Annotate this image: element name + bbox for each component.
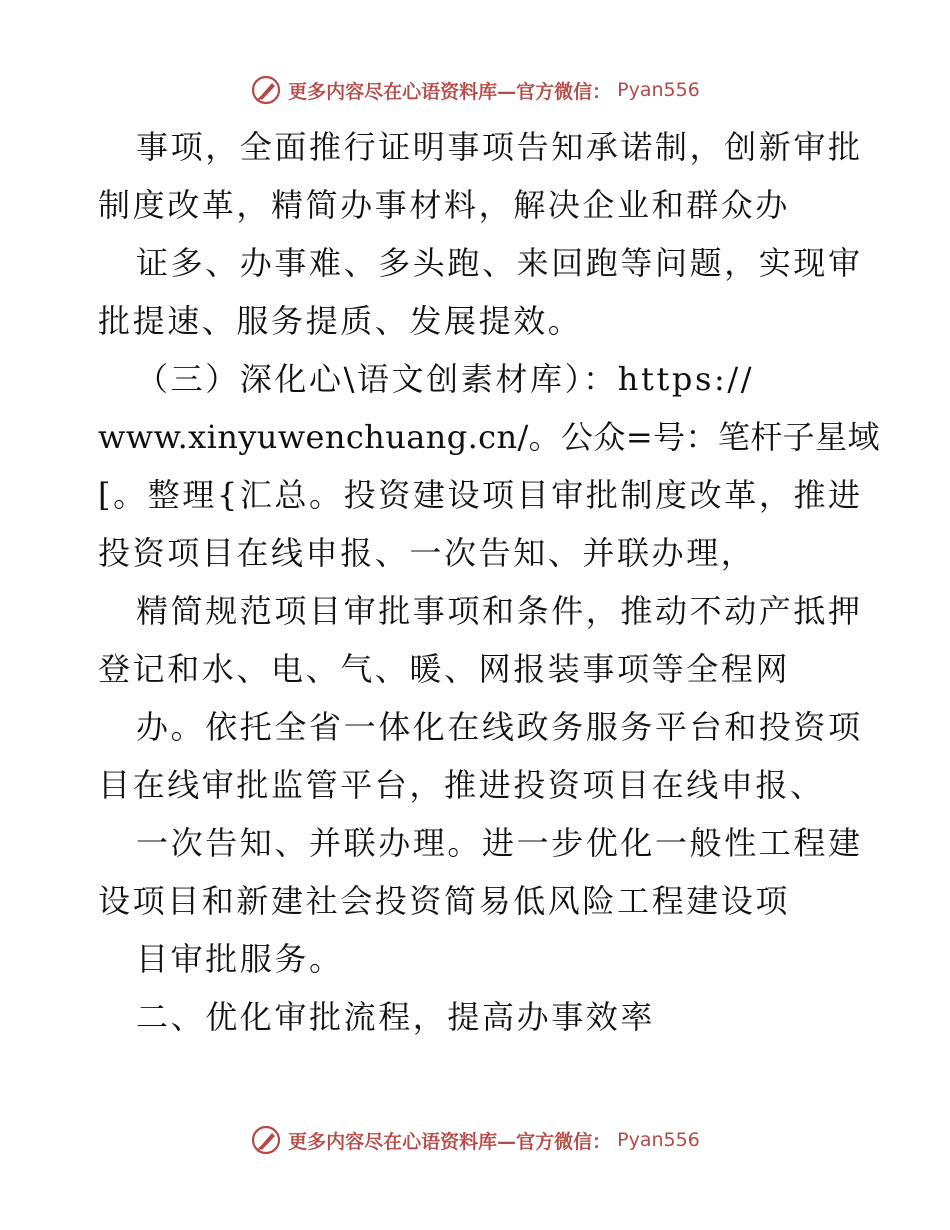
text-line: 设项目和新建社会投资简易低风险工程建设项 [98,882,791,920]
quill-seal-icon [250,1124,282,1156]
banner-wechat-id: Pyan556 [617,1129,700,1151]
text-line: 一次告知、并联办理。进一步优化一般性工程建 [136,824,863,862]
header-watermark-banner [0,70,950,110]
text-line: 事项，全面推行证明事项告知承诺制，创新审批 [136,128,863,166]
text-line: 投资项目在线申报、一次告知、并联办理， [98,534,756,572]
section-heading-line: 二、优化审批流程，提高办事效率 [136,998,656,1036]
banner-wechat-id: Pyan556 [617,79,700,101]
banner-text: 更多内容尽在心语资料库—官方微信： [288,1130,612,1153]
quill-seal-icon [250,74,282,106]
text-line: 精简规范项目审批事项和条件，推动不动产抵押 [136,592,863,630]
text-line: 登记和水、电、气、暖、网报装事项等全程网 [98,650,791,688]
text-line: 制度改革，精简办事材料，解决企业和群众办 [98,186,791,224]
document-body [98,118,880,1046]
text-line: 目在线审批监管平台，推进投资项目在线申报、 [98,766,825,804]
text-line: 目审批服务。 [136,940,344,978]
text-line: 办。依托全省一体化在线政务服务平台和投资项 [136,708,863,746]
text-line: 证多、办事难、多头跑、来回跑等问题，实现审 [136,244,863,282]
section-heading-line: （三）深化心\语文创素材库）：https:// [136,360,755,398]
footer-watermark-banner [0,1120,950,1160]
text-line: www.xinyuwenchuang.cn/。公众=号：笔杆子星域 [98,418,880,456]
text-line: 批提速、服务提质、发展提效。 [98,302,583,340]
banner-text: 更多内容尽在心语资料库—官方微信： [288,80,612,103]
text-line: [。整理{汇总。投资建设项目审批制度改革，推进 [98,476,863,514]
